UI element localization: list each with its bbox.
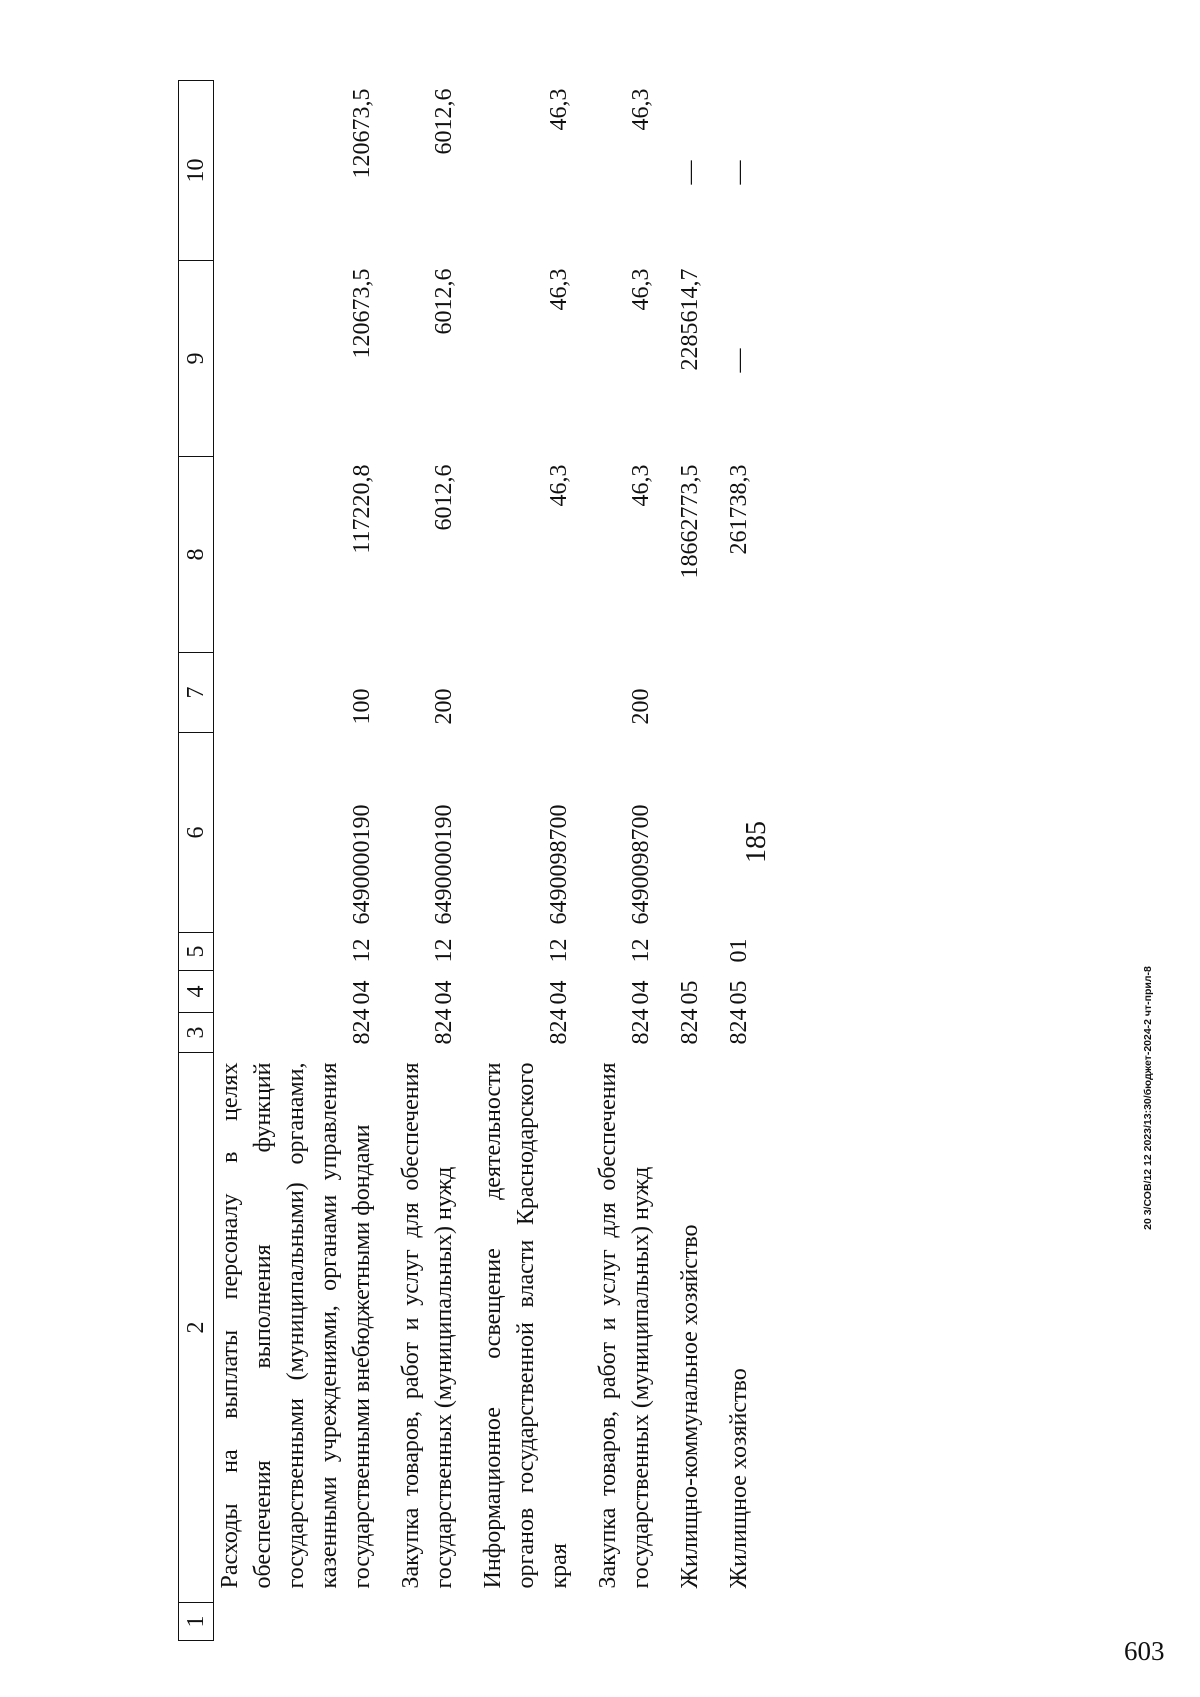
expense-type-code xyxy=(461,653,576,733)
row-number xyxy=(576,1603,658,1641)
col-header-2: 2 xyxy=(179,1053,214,1603)
amount-col-9: 2285614,7 xyxy=(677,268,703,371)
page-number: 185 xyxy=(741,821,772,863)
amount-col-10: 46,3 xyxy=(546,88,572,131)
amount-col-10: — xyxy=(677,160,703,185)
row-description: Расходы на выплаты персоналу в целях обеспечения выполнения функций государственными (муниципальными) органами, казенными учреждениями, органами управления государственными внебюджетными фондами xyxy=(217,1062,375,1589)
subsection-code: 01 xyxy=(726,938,752,963)
table-row xyxy=(707,81,756,1641)
amount-col-8: 6012,6 xyxy=(431,464,457,531)
amount-col-8: 46,3 xyxy=(628,464,654,507)
ministry-code: 824 xyxy=(726,1008,752,1045)
table-row xyxy=(658,81,707,1641)
amount-col-9: — xyxy=(726,348,752,373)
expense-type-code: 200 xyxy=(431,688,457,725)
amount-col-10: 46,3 xyxy=(628,88,654,131)
table-row xyxy=(379,81,461,1641)
row-number xyxy=(461,1603,576,1641)
col-header-4: 4 xyxy=(179,971,214,1013)
amount-col-8: 46,3 xyxy=(546,464,572,507)
row-description: Закупка товаров, работ и услуг для обеспечения государственных (муниципальных) нужд xyxy=(595,1062,654,1589)
col-header-8: 8 xyxy=(179,457,214,653)
section-code: 04 xyxy=(349,980,375,1005)
col-header-10: 10 xyxy=(179,81,214,261)
header-row xyxy=(179,81,214,1641)
row-number xyxy=(658,1603,707,1641)
expense-type-code xyxy=(707,653,756,733)
row-number xyxy=(707,1603,756,1641)
section-code: 04 xyxy=(628,980,654,1005)
col-header-1: 1 xyxy=(179,1603,214,1641)
col-header-6: 6 xyxy=(179,733,214,933)
budget-table-container xyxy=(178,81,968,1641)
subsection-code xyxy=(658,933,707,971)
ministry-code: 824 xyxy=(546,1008,572,1045)
sheet-number: 603 xyxy=(1124,1636,1165,1666)
target-article-code: 6490098700 xyxy=(546,804,572,925)
target-article-code: 6490000190 xyxy=(349,804,375,925)
budget-table xyxy=(178,80,756,1641)
target-article-code: 6490000190 xyxy=(431,804,457,925)
row-description: Жилищное хозяйство xyxy=(726,1368,752,1589)
expense-type-code: 200 xyxy=(628,688,654,725)
table-row xyxy=(576,81,658,1641)
amount-col-10: — xyxy=(726,160,752,185)
subsection-code: 12 xyxy=(431,938,457,963)
amount-col-8: 261738,3 xyxy=(726,464,752,555)
section-code: 05 xyxy=(677,980,703,1005)
col-header-9: 9 xyxy=(179,261,214,457)
col-header-5: 5 xyxy=(179,933,214,971)
target-article-code xyxy=(707,733,756,933)
ministry-code: 824 xyxy=(431,1008,457,1045)
section-code: 04 xyxy=(546,980,572,1005)
expense-type-code: 100 xyxy=(349,688,375,725)
expense-type-code xyxy=(658,653,707,733)
amount-col-9: 46,3 xyxy=(546,268,572,311)
ministry-code: 824 xyxy=(349,1008,375,1045)
col-header-7: 7 xyxy=(179,653,214,733)
footer-code-text: 20 3/СОВ/12 12 2023/13:30/бюджет-2024-2 чт-прил-8 xyxy=(1142,966,1154,1230)
amount-col-9: 46,3 xyxy=(628,268,654,311)
target-article-code: 6490098700 xyxy=(628,804,654,925)
row-description: Жилищно-коммунальное хозяйство xyxy=(677,1224,703,1589)
row-description: Закупка товаров, работ и услуг для обеспечения государственных (муниципальных) нужд xyxy=(398,1062,457,1589)
row-number xyxy=(379,1603,461,1641)
amount-col-8: 117220,8 xyxy=(349,464,375,554)
col-header-3: 3 xyxy=(179,1013,214,1053)
target-article-code xyxy=(658,733,707,933)
amount-col-10: 120673,5 xyxy=(349,88,375,179)
ministry-code: 824 xyxy=(677,1008,703,1045)
table-row xyxy=(461,81,576,1641)
subsection-code: 12 xyxy=(349,938,375,963)
subsection-code: 12 xyxy=(628,938,654,963)
section-code: 04 xyxy=(431,980,457,1005)
amount-col-9: 120673,5 xyxy=(349,268,375,359)
amount-col-9: 6012,6 xyxy=(431,268,457,335)
subsection-code: 12 xyxy=(546,938,572,963)
amount-col-10: 6012,6 xyxy=(431,88,457,155)
ministry-code: 824 xyxy=(628,1008,654,1045)
amount-col-8: 18662773,5 xyxy=(677,464,703,579)
section-code: 05 xyxy=(726,980,752,1005)
row-description: Информационное освещение деятельности органов государственной власти Краснодарского края xyxy=(480,1062,572,1589)
table-row xyxy=(214,81,380,1641)
row-number xyxy=(214,1603,380,1641)
